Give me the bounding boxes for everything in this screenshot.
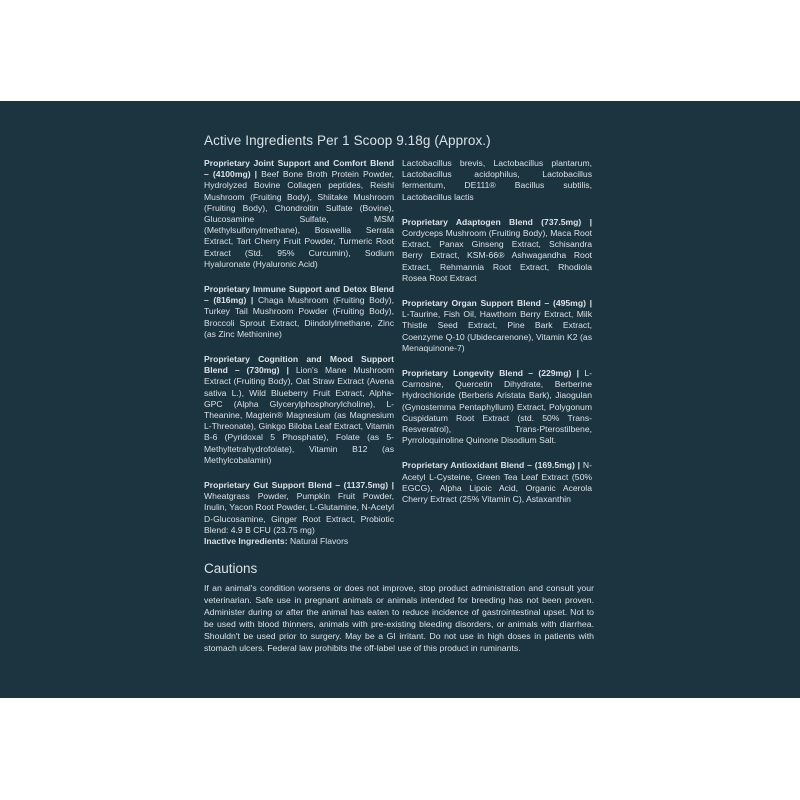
probiotic-continuation — [402, 158, 592, 203]
blend-name: Proprietary Adaptogen Blend (737.5mg) | — [402, 216, 592, 227]
blend-ingredients: L-Taurine, Fish Oil, Hawthorn Berry Extract, Milk Thistle Seed Extract, Pine Bark Extract, Coenzyme Q-10 (Ubidecarenone), Vitamin K2 (as Menaquinone-7) — [402, 309, 592, 353]
active-ingredients-heading: Active Ingredients Per 1 Scoop 9.18g (Approx.) — [204, 133, 491, 148]
blend-ingredients: Chaga Mushroom (Fruiting Body), Turkey Tail Mushroom Powder (Fruiting Body), Broccoli Sprout Extract, Diindolylmethane, Zinc (as Zinc Methionine) — [204, 295, 395, 339]
ingredients-left-column — [204, 158, 394, 550]
organ-support-blend — [402, 298, 592, 354]
blend-name: Proprietary Joint Support and Comfort Blend – (4100mg) | — [204, 158, 394, 180]
inactive-ingredients — [204, 536, 348, 547]
ingredients-right-column — [402, 158, 592, 519]
blend-name: Proprietary Immune Support and Detox Blend – (816mg) | — [204, 284, 394, 306]
blend-ingredients: Lion's Mane Mushroom Extract (Fruiting Body), Oat Straw Extract (Avena sativa L.), Wild Blueberry Fruit Extract, Alpha-GPC (Alpha Glycerylphosphorylcholine), L-Theanine, Magtein® Magnesium (as Magnesium L-Threonate), Ginkgo Biloba Leaf Extract, Vitamin B-6 (Pyridoxal 5 Phosphate), Folate (as 5-Methyltetrahydrofolate), Vitamin B12 (as Methylcobalamin) — [204, 365, 394, 465]
blend-name: Proprietary Cognition and Mood Support Blend – (730mg) | — [204, 354, 394, 376]
blend-name: Proprietary Gut Support Blend – (1137.5mg) | — [204, 480, 394, 491]
joint-support-blend — [204, 158, 394, 270]
blend-ingredients: L-Carnosine, Quercetin Dihydrate, Berberine Hydrochloride (Berberis Aristata Bark), Jiaogulan (Gynostemma Pentaphyllum) Extract, Polygonum Cuspidatum Root Extract (std. 50% Trans-Resveratrol), Trans-Pterostilbene, Pyrroloquinoline Quinone Disodium Salt. — [402, 368, 593, 446]
cognition-mood-blend — [204, 354, 394, 466]
blend-name: Proprietary Antioxidant Blend – (169.5mg) | — [402, 460, 581, 471]
blend-ingredients: Beef Bone Broth Protein Powder, Hydrolyzed Bovine Collagen peptides, Reishi Mushroom (Fruiting Body), Shiitake Mushroom (Fruiting Body), Chondroitin Sulfate (Bovine), Glucosamine Sulfate, MSM (Methylsulfonylmethane), Boswellia Serrata Extract, Tart Cherry Fruit Powder, Turmeric Root Extract (Std. 95% Curcumin), Sodium Hyaluronate (Hyaluronic Acid) — [204, 169, 394, 269]
cautions-heading: Cautions — [204, 561, 258, 576]
blend-name: Proprietary Longevity Blend – (229mg) | — [402, 368, 580, 379]
blend-ingredients: N-Acetyl L-Cysteine, Green Tea Leaf Extract (50% EGCG), Alpha Lipoic Acid, Organic Acerola Cherry Extract (25% Vitamin C), Astaxanthin — [402, 460, 592, 505]
adaptogen-blend — [402, 217, 592, 284]
blend-name: Proprietary Organ Support Blend – (495mg) | — [402, 298, 592, 309]
blend-ingredients: Lactobacillus brevis, Lactobacillus plantarum, Lactobacillus acidophilus, Lactobacillus fermentum, DE111® Bacillus subtilis, Lactobacillus lactis — [402, 158, 592, 202]
cautions-text: If an animal's condition worsens or does not improve, stop product administration and consult your veterinarian. Safe use in pregnant animals or animals intended for breeding has not been proven. Administer during or after the animal has eaten to reduce incidence of gastrointestinal upset. Not to be used with blood thinners, animals with pre-existing bleeding disorders, or animals with diarrhea. Shouldn't be used prior to surgery. May be a GI irritant. Do not use in high doses in patients with stomach ulcers. Federal law prohibits the off-label use of this product in ruminants. — [204, 583, 594, 653]
antioxidant-blend — [402, 460, 592, 505]
gut-support-blend — [204, 480, 394, 536]
blend-ingredients: Wheatgrass Powder, Pumpkin Fruit Powder, Inulin, Yacon Root Powder, L-Glutamine, N-Acetyl D-Glucosamine, Ginger Root Extract, Probiotic Blend: 4.9 B CFU (23.75 mg) — [204, 491, 394, 535]
longevity-blend — [402, 368, 592, 446]
blend-ingredients: Cordyceps Mushroom (Fruiting Body), Maca Root Extract, Panax Ginseng Extract, Schisandra Berry Extract, KSM-66® Ashwagandha Root Extract, Rehmannia Root Extract, Rhodiola Rosea Root Extract — [402, 228, 592, 283]
inactive-ingredients-value: Natural Flavors — [289, 536, 349, 546]
immune-detox-blend — [204, 284, 394, 340]
inactive-ingredients-label: Inactive Ingredients: — [204, 536, 288, 546]
label-panel — [0, 101, 800, 698]
